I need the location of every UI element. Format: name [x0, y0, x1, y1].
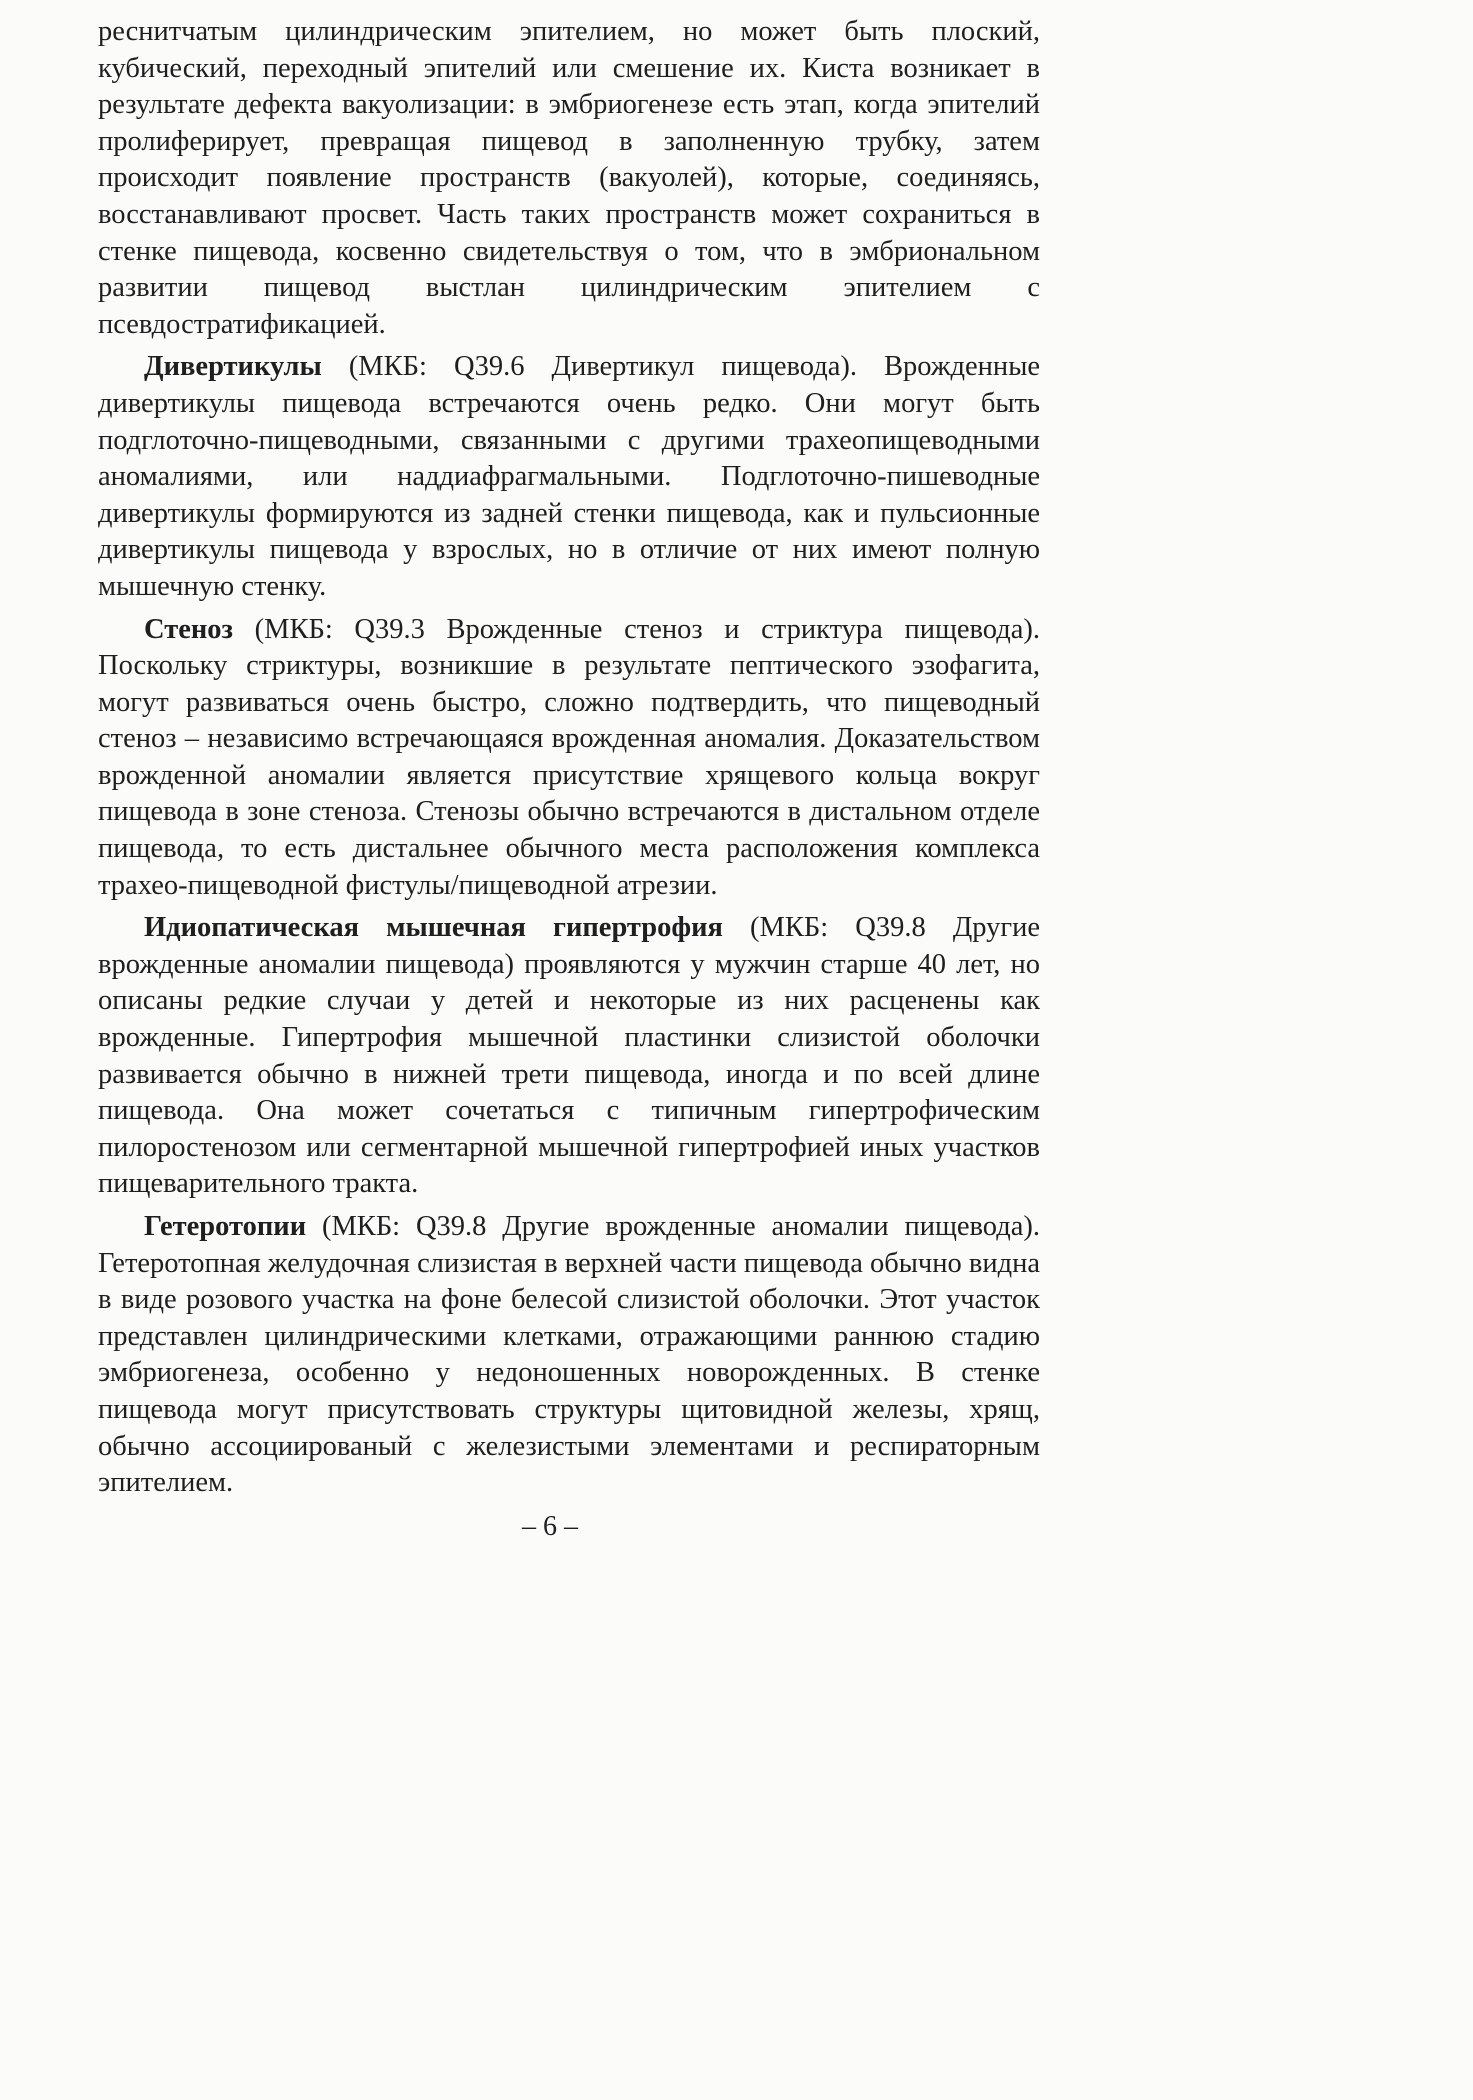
- paragraph-text: (МКБ: Q39.6 Дивертикул пищевода). Врожденные дивертикулы пищевода встречаются очень редко. Они могут быть подглоточно-пищеводными, связанными с другими трахеопищеводными аномалиями, или наддиафрагмальными. Подглоточно-пишеводные дивертикулы формируются из задней стенки пищевода, как и пульсионные дивертикулы пищевода у взрослых, но в отличие от них имеют полную мышечную стенку.: [98, 351, 1040, 602]
- paragraph-cyst-continuation: [98, 14, 1040, 343]
- paragraph-muscular-hypertrophy: [98, 910, 1040, 1203]
- paragraph-heterotopia: [98, 1209, 1040, 1502]
- paragraph-stenosis: [98, 612, 1040, 905]
- page-number: – 6 –: [522, 1511, 578, 1542]
- paragraph-text: (МКБ: Q39.8 Другие врожденные аномалии пищевода). Гетеротопная желудочная слизистая в верхней части пищевода обычно видна в виде розового участка на фоне белесой слизистой оболочки. Этот участок представлен цилиндрическими клетками, отражающими раннюю стадию эмбриогенеза, особенно у недоношенных новорожденных. В стенке пищевода могут присутствовать структуры щитовидной железы, хрящ, обычно ассоциированый с железистыми элементами и респираторным эпителием.: [98, 1211, 1040, 1499]
- paragraph-text: реснитчатым цилиндрическим эпителием, но может быть плоский, кубический, переходный эпителий или смешение их. Киста возникает в результате дефекта вакуолизации: в эмбриогенезе есть этап, когда эпителий пролиферирует, превращая пищевод в заполненную трубку, затем происходит появление пространств (вакуолей), которые, соединяясь, восстанавливают просвет. Часть таких пространств может сохраниться в стенке пищевода, косвенно свидетельствуя о том, что в эмбриональном развитии пищевод выстлан цилиндрическим эпителием с псевдостратификацией.: [98, 16, 1040, 340]
- paragraph-text: (МКБ: Q39.3 Врожденные стеноз и стриктура пищевода). Поскольку стриктуры, возникшие в результате пептического эзофагита, могут развиваться очень быстро, сложно подтвердить, что пищеводный стеноз – независимо встречающаяся врожденная аномалия. Доказательством врожденной аномалии является присутствие хрящевого кольца вокруг пищевода в зоне стеноза. Стенозы обычно встречаются в дистальном отделе пищевода, то есть дистальнее обычного места расположения комплекса трахео-пищеводной фистулы/пищеводной атрезии.: [98, 613, 1040, 901]
- paragraph-term: Дивертикулы: [144, 351, 322, 383]
- paragraph-text: (МКБ: Q39.8 Другие врожденные аномалии пищевода) проявляются у мужчин старше 40 лет, но описаны редкие случаи у детей и некоторые из них расценены как врожденные. Гипертрофия мышечной пластинки слизистой оболочки развивается обычно в нижней трети пищевода, иногда и по всей длине пищевода. Она может сочетаться с типичным гипертрофическим пилоростенозом или сегментарной мышечной гипертрофией иных участков пищеварительного тракта.: [98, 912, 1040, 1200]
- paragraph-term: Стеноз: [144, 613, 233, 645]
- page-body: [98, 14, 1040, 1502]
- paragraph-term: Гетеротопии: [144, 1211, 307, 1242]
- paragraph-diverticula: [98, 349, 1040, 605]
- paragraph-term: Идиопатическая мышечная гипертрофия: [144, 912, 723, 944]
